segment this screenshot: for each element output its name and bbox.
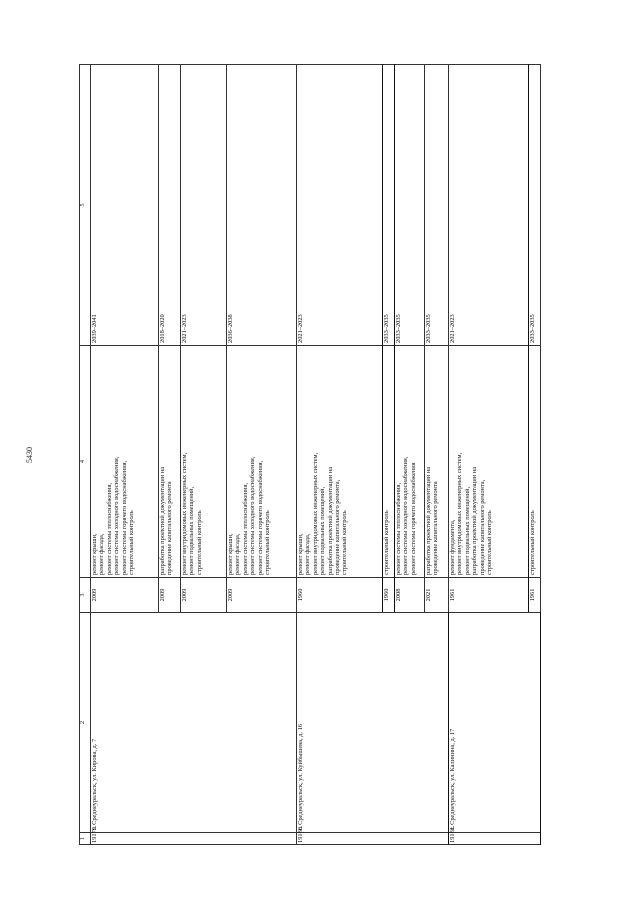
repair-period: 2036–2038 [227,65,297,346]
work-item: ремонт фундамента, [449,519,456,575]
repair-period: 2033–2035 [383,65,395,346]
header-col-5: 5 [80,65,91,346]
building-address: г. Среднеуральск, ул. Калинина, д. 17 [449,613,541,833]
build-year: 2009 [91,578,159,613]
building-address: г. Среднеуральск, ул. Кирова, д. 7 [91,613,297,833]
works-list [297,346,383,578]
work-item: строительный контроль [195,510,203,575]
row-number: 19180. [297,833,449,845]
row-number: 19179. [91,833,297,845]
work-item: строительный контроль [529,510,536,575]
work-item: ремонт системы горячего водоснабжения [409,462,417,575]
build-year: 2009 [227,578,297,613]
register-sheet [79,65,551,845]
build-year: 2021 [425,578,449,613]
work-item: ремонт системы горячего водоснабжения, [120,460,128,575]
work-item: ремонт системы теплоснабжения, [241,482,249,575]
work-item: проведение капитального ремонта, [478,479,486,575]
repair-period: 2021–2023 [181,65,227,346]
page-number: 5430 [25,447,34,463]
repair-period: 2021–2023 [449,65,529,346]
work-item: ремонт системы холодного водоснабжения, [249,456,257,575]
works-list [425,346,449,578]
repair-period: 2039–2041 [91,65,159,346]
works-list [529,346,541,578]
header-row [80,65,91,845]
work-item: ремонт фасада, [234,533,242,575]
work-item: ремонт внутридомовых инженерных систем, [181,452,188,575]
works-list [91,346,159,578]
work-item: ремонт внутридомовых инженерных систем, [311,452,319,575]
repair-period: 2033–2035 [395,65,425,346]
work-item: ремонт системы горячего водоснабжения, [256,460,264,575]
build-year: 1961 [449,578,529,613]
work-item: ремонт системы теплоснабжения, [395,482,402,575]
table-row [91,65,159,845]
header-col-2: 2 [80,613,91,833]
work-item: разработка проектной документации на [326,466,334,575]
repair-period: 2018–2020 [159,65,181,346]
header-col-3: 3 [80,578,91,613]
work-item: проведение капитального ремонта, [334,479,342,575]
work-item: ремонт крыши, [227,533,234,575]
build-year: 2009 [159,578,181,613]
work-item: ремонт крыши, [91,533,98,575]
work-item: строительный контроль [264,510,272,575]
work-item: проведение капитального ремонта [432,481,440,575]
works-list [181,346,227,578]
work-item: строительный контроль [341,510,349,575]
work-item: проведение капитального ремонта [166,481,174,575]
table-row [297,65,383,845]
work-item: ремонт системы теплоснабжения, [105,482,113,575]
repair-period: 2033–2035 [425,65,449,346]
work-item: ремонт внутридомовых инженерных систем, [456,452,464,575]
build-year: 2008 [395,578,425,613]
work-item: ремонт подвальных помещений, [188,486,196,575]
work-item: строительный контроль [128,510,136,575]
build-year: 1961 [529,578,541,613]
header-col-4: 4 [80,346,91,578]
work-item: ремонт крыши, [297,533,304,575]
row-number: 19181. [449,833,541,845]
work-item: разработка проектной документации на [159,466,166,575]
work-item: ремонт системы холодного водоснабжения, [402,456,410,575]
building-address: г. Среднеуральск, ул. Куйбышева, д. 16 [297,613,449,833]
works-list [227,346,297,578]
repair-period: 2021–2023 [297,65,383,346]
work-item: ремонт системы холодного водоснабжения, [113,456,121,575]
header-col-1: 1 [80,833,91,845]
work-item: разработка проектной документации на [425,466,432,575]
capital-repair-table [79,64,541,845]
works-list [383,346,395,578]
works-list [395,346,425,578]
work-item: ремонт фасада, [304,533,312,575]
work-item: ремонт фасада, [98,533,106,575]
build-year: 1960 [383,578,395,613]
table-row [449,65,529,845]
works-list [159,346,181,578]
work-item: разработка проектной документации на [471,466,479,575]
repair-period: 2033–2035 [529,65,541,346]
works-list [449,346,529,578]
build-year: 1960 [297,578,383,613]
work-item: строительный контроль [486,510,494,575]
work-item: ремонт подвальных помещений, [463,486,471,575]
work-item: ремонт подвальных помещений, [319,486,327,575]
build-year: 2009 [181,578,227,613]
work-item: строительный контроль [383,510,390,575]
